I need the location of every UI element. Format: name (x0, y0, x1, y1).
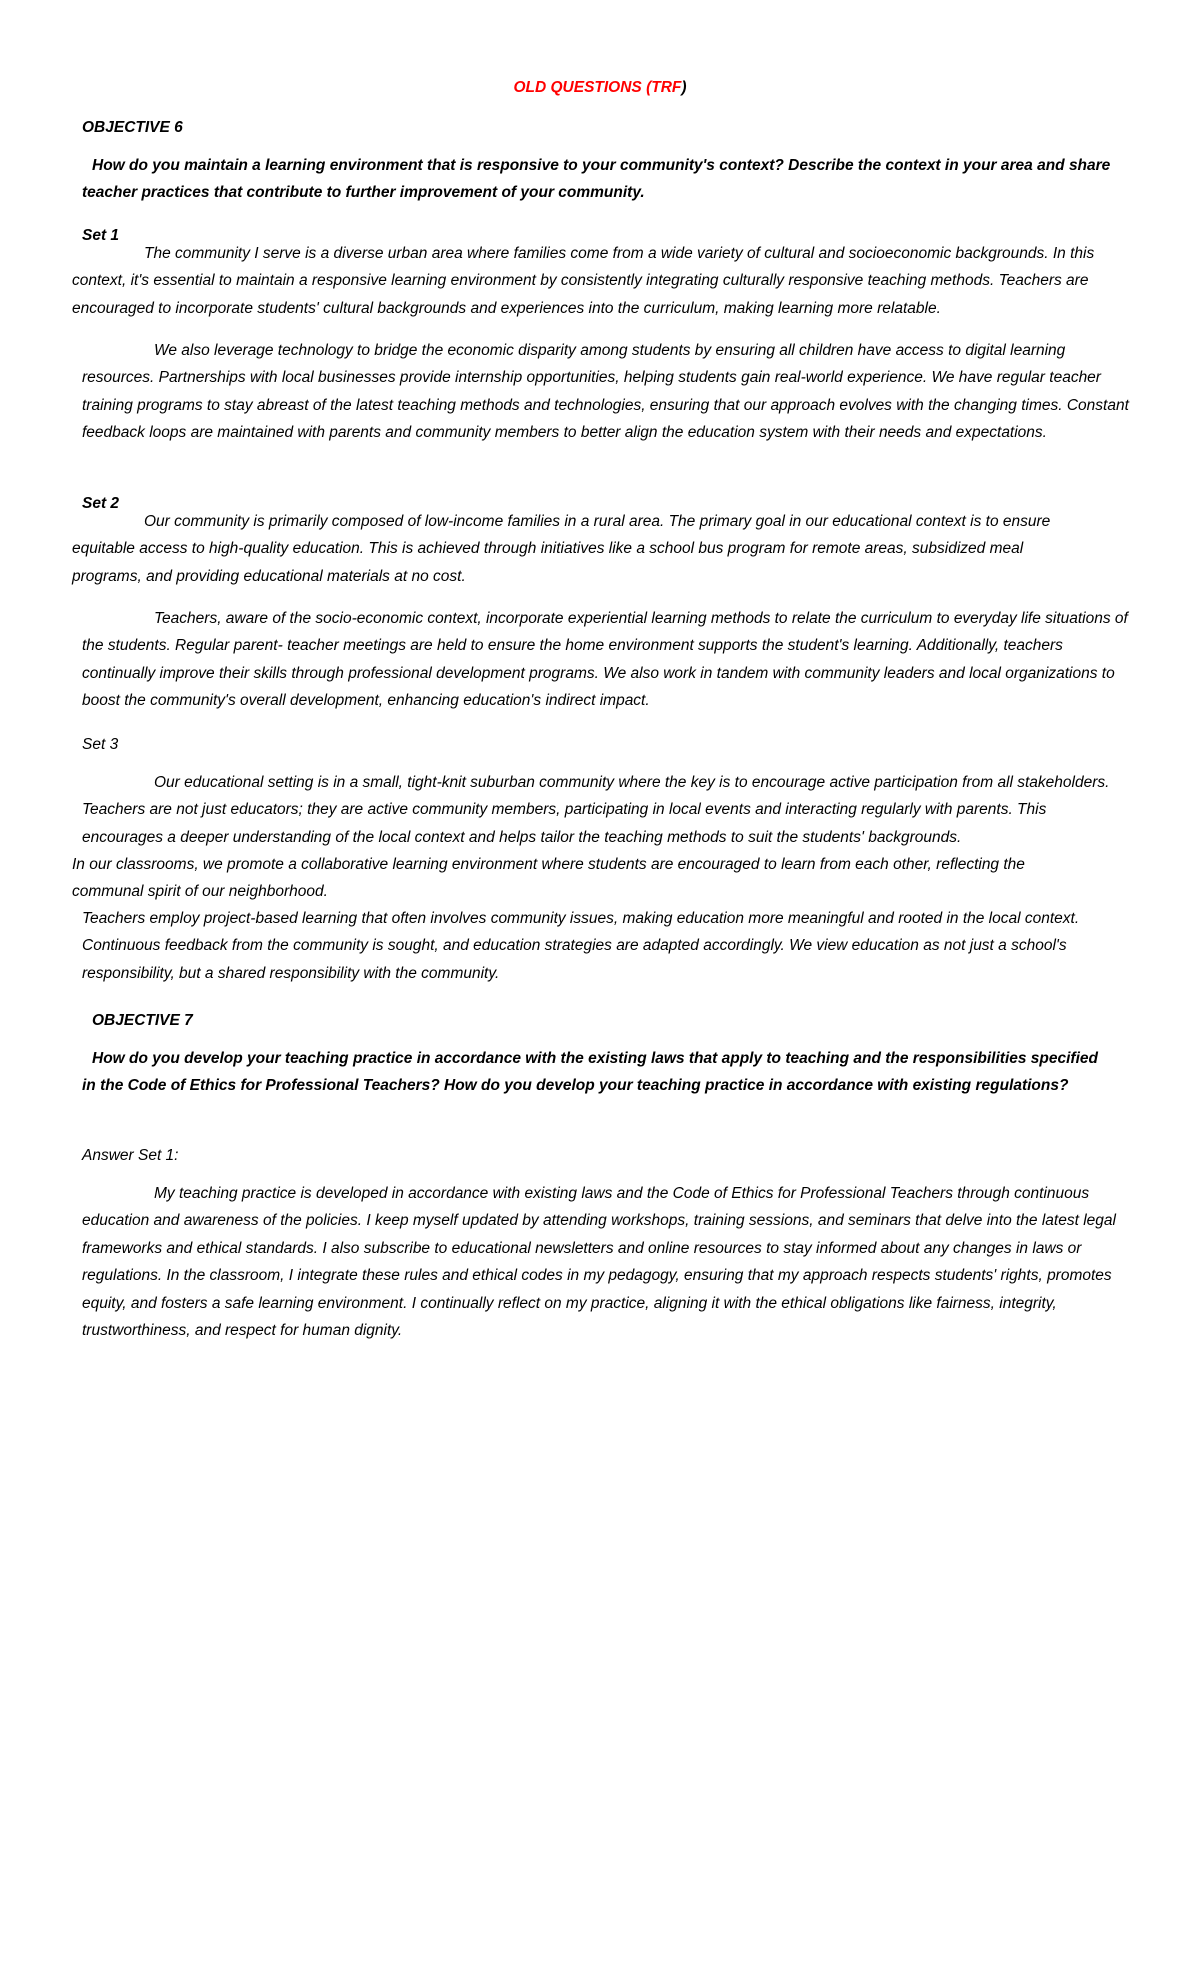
set-3-label: Set 3 (82, 736, 119, 753)
set-3-paragraph-3: Teachers employ project-based learning that often involves community issues, making education more meaningful and rooted in the local context. Continuous feedback from the community is sought, and education strategies are adapted accordingly. We view education as not just a school's responsibility, but a shared responsibility with the community. (82, 910, 1080, 982)
answer-set-1-label: Answer Set 1: (82, 1147, 179, 1164)
set-1-paragraph-2: We also leverage technology to bridge the economic disparity among students by ensuring all children have access to digital learning resources. Partnerships with local businesses provide internship opportunities, helping students gain real-world experience. We have regular teacher training programs to stay abreast of the latest teaching methods and technologies, ensuring that our approach evolves with the changing times. Constant feedback loops are maintained with parents and community members to better align the education system with their needs and expectations. (82, 342, 1129, 442)
set-2-paragraph-1: Our community is primarily composed of low-income families in a rural area. The primary goal in our educational context is to ensure equitable access to high-quality education. This is achieved through initiatives like a school bus program for remote areas, subsidized meal programs, and providing educational materials at no cost. (72, 513, 1051, 585)
set-1-paragraph-1: The community I serve is a diverse urban area where families come from a wide variety of cultural and socioeconomic backgrounds. In this context, it's essential to maintain a responsive learning environment by consistently integrating culturally responsive teaching methods. Teachers are encouraged to incorporate students' cultural backgrounds and experiences into the curriculum, making learning more relatable. (72, 245, 1095, 317)
set-3-paragraph-1: Our educational setting is in a small, tight-knit suburban community where the key is to encourage active participation from all stakeholders. Teachers are not just educators; they are active community members, participating in local events and interacting regularly with parents. This encourages a deeper understanding of the local context and helps tailor the teaching methods to suit the students' backgrounds. (82, 774, 1110, 846)
objective-6-question: How do you maintain a learning environment that is responsive to your community's context? Describe the context in your area and share teacher practices that contribute to further improvement of your community. (82, 157, 1111, 202)
objective-7-heading: OBJECTIVE 7 (92, 1012, 193, 1029)
set-3-paragraph-2: In our classrooms, we promote a collaborative learning environment where students are encouraged to learn from each other, reflecting the communal spirit of our neighborhood. (72, 856, 1025, 901)
page-title (0, 74, 1200, 101)
set-2-paragraph-2: Teachers, aware of the socio-economic context, incorporate experiential learning methods to relate the curriculum to everyday life situations of the students. Regular parent- teacher meetings are held to ensure the home environment supports the student's learning. Additionally, teachers continually improve their skills through professional development programs. We also work in tandem with community leaders and local organizations to boost the community's overall development, enhancing education's indirect impact. (82, 610, 1128, 710)
set-1-label: Set 1 (82, 227, 120, 244)
title-text: OLD QUESTIONS (TRF (513, 79, 682, 96)
answer-set-1-paragraph: My teaching practice is developed in accordance with existing laws and the Code of Ethics for Professional Teachers through continuous education and awareness of the policies. I keep myself updated by attending workshops, training sessions, and seminars that delve into the latest legal frameworks and ethical standards. I also subscribe to educational newsletters and online resources to stay informed about any changes in laws or regulations. In the classroom, I integrate these rules and ethical codes in my pedagogy, ensuring that my approach respects students' rights, promotes equity, and fosters a safe learning environment. I continually reflect on my practice, aligning it with the ethical obligations like fairness, integrity, trustworthiness, and respect for human dignity. (82, 1185, 1116, 1340)
set-2-label: Set 2 (82, 495, 120, 512)
title-close-paren: ) (681, 79, 687, 96)
objective-7-question: How do you develop your teaching practice in accordance with the existing laws that apply to teaching and the responsibilities specified in the Code of Ethics for Professional Teachers? How do you develop your teaching practice in accordance with existing regulations? (82, 1050, 1098, 1095)
objective-6-heading: OBJECTIVE 6 (82, 119, 183, 136)
